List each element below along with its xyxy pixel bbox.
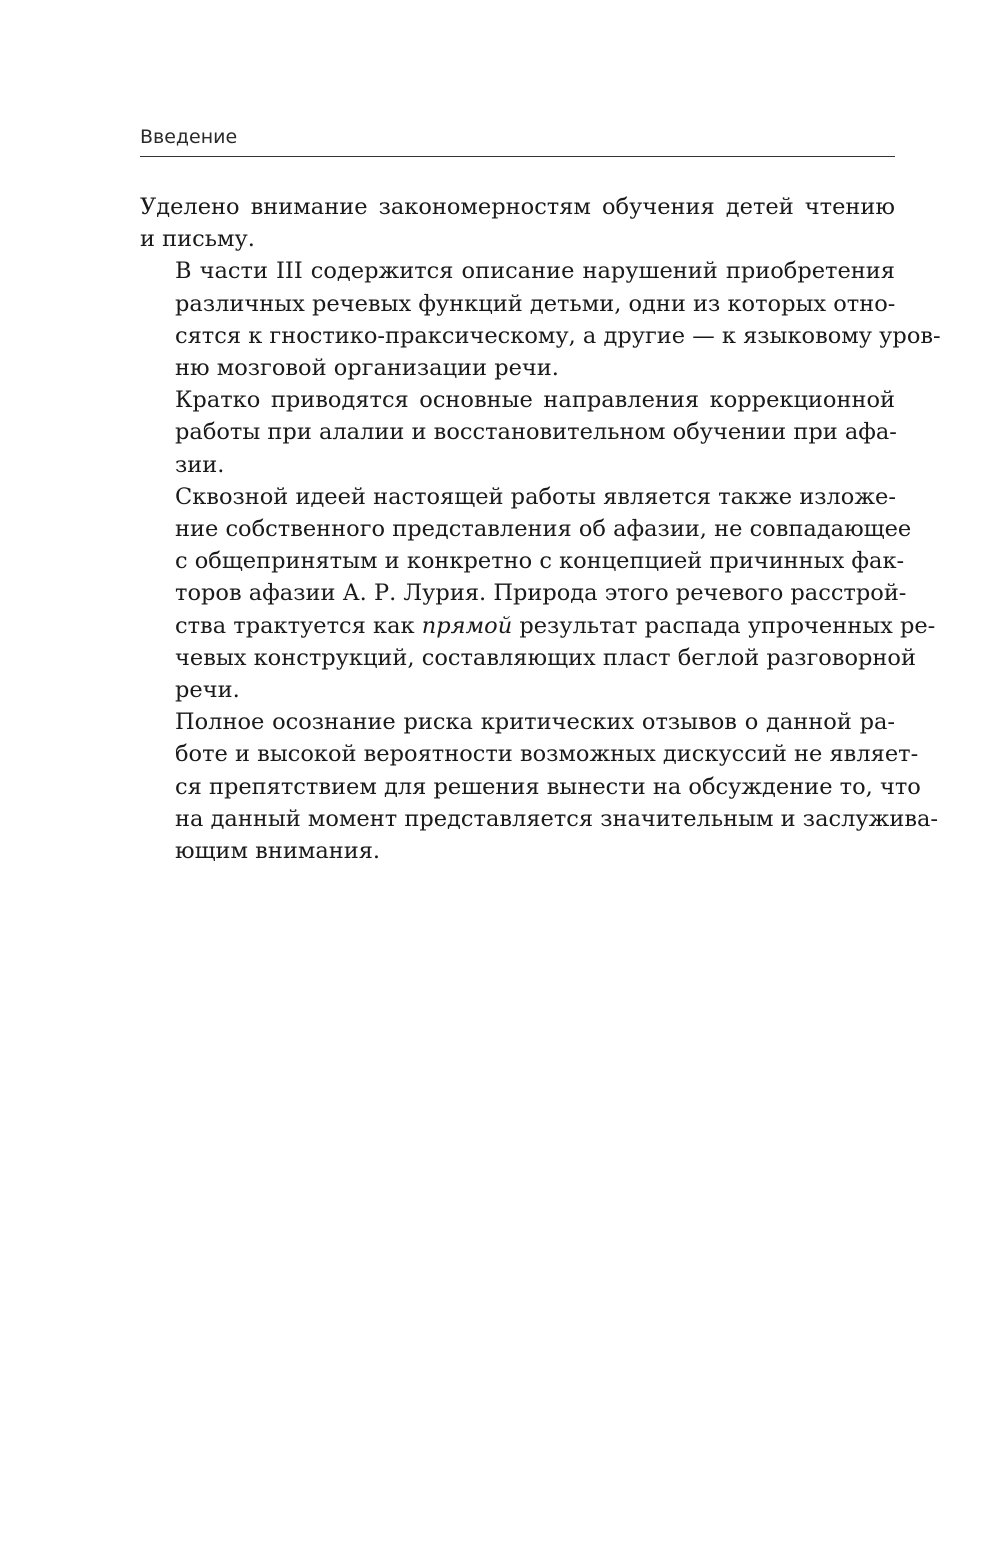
text-line: зии.: [175, 451, 225, 478]
text-line: Полное осознание риска критических отзывов о данной ра-: [175, 709, 895, 736]
text-line: боте и высокой вероятности возможных дискуссий не являет-: [175, 741, 919, 768]
text-line: речи.: [175, 677, 240, 704]
text-line: В части III содержится описание нарушений приобретения: [175, 258, 895, 285]
text-line: ню мозговой организации речи.: [175, 355, 559, 382]
text-line: торов афазии А. Р. Лурия. Природа этого речевого расстрой-: [175, 580, 907, 607]
text-line: Уделено внимание закономерностям обучения детей чтению: [140, 194, 895, 220]
text-line: работы при алалии и восстановительном обучении при афа-: [175, 419, 897, 446]
header-rule: [140, 156, 895, 157]
running-head: Введение: [140, 126, 238, 148]
text-line: Сквозной идеей настоящей работы является также изложе-: [175, 483, 896, 510]
text-line: на данный момент представляется значительным и заслужива-: [175, 805, 939, 832]
text-line: с общепринятым и конкретно с концепцией причинных фак-: [175, 548, 905, 575]
paragraph-5: [140, 706, 939, 867]
text-line: Кратко приводятся основные направления коррекционной: [175, 387, 895, 414]
paragraph-3: [140, 384, 895, 481]
paragraph-4: [140, 481, 936, 706]
text-line: ся препятствием для решения вынести на обсуждение то, что: [175, 773, 921, 800]
text-line: различных речевых функций детьми, одни из которых отно-: [175, 290, 896, 317]
paragraph-1: [140, 191, 895, 255]
text-line: ние собственного представления об афазии, не совпадающее: [175, 516, 912, 543]
text-line: сятся к гностико-праксическому, а другие — к языковому уров-: [175, 322, 941, 349]
text-line: ющим внимания.: [175, 838, 381, 865]
emphasized-word: прямой: [421, 612, 513, 639]
text-segment: результат распада упроченных ре-: [512, 612, 936, 639]
text-segment: ства трактуется как: [175, 612, 422, 639]
paragraph-2: [140, 255, 941, 384]
text-line-with-emphasis: [140, 610, 936, 642]
body-text: [140, 191, 941, 867]
text-line: чевых конструкций, составляющих пласт беглой разговорной: [175, 644, 916, 671]
text-line: и письму.: [140, 226, 255, 253]
